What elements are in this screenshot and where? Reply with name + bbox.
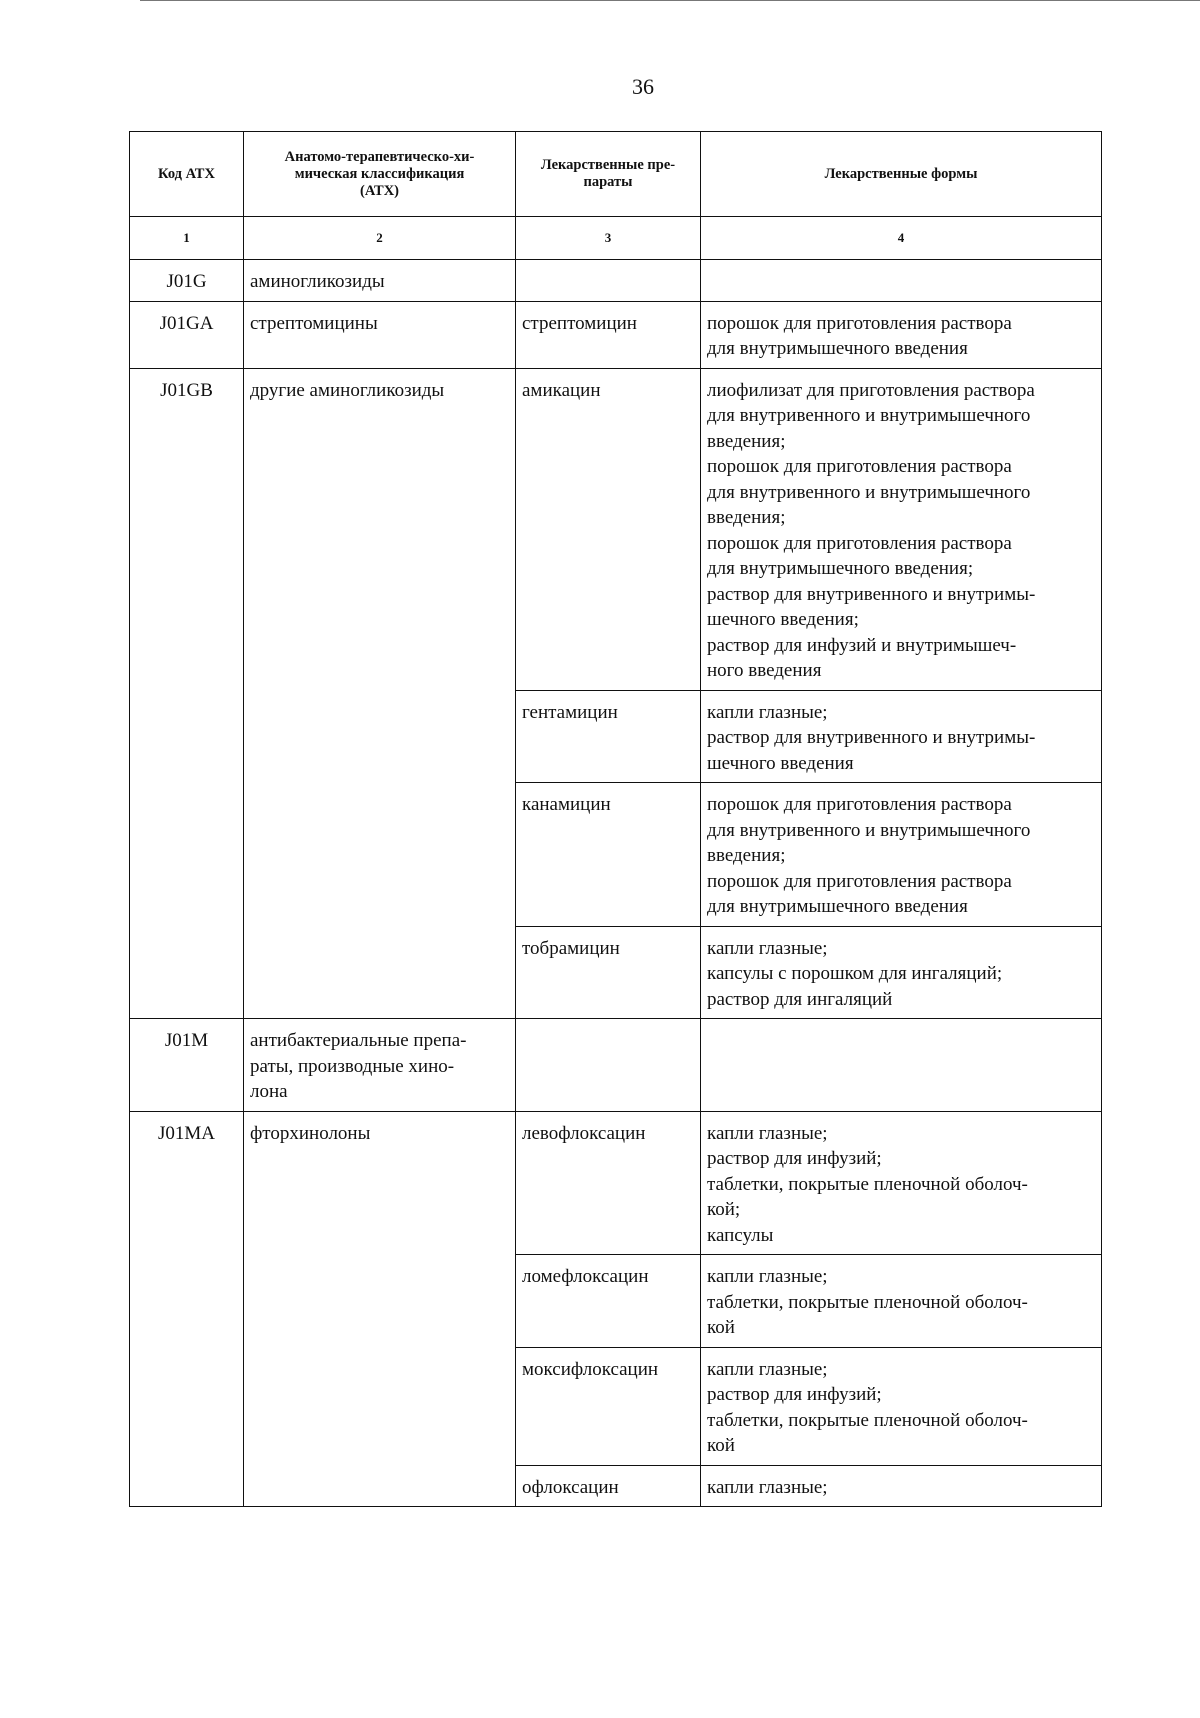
- dosage-form-line: шечного введения: [707, 752, 854, 774]
- dosage-form-line: таблетки, покрытые пленочной оболоч-: [707, 1173, 1028, 1195]
- table-body: [130, 260, 1102, 1507]
- dosage-form-line: порошок для приготовления раствора: [707, 456, 1012, 477]
- drug-name: амикацин: [522, 379, 601, 401]
- drug-cell: [516, 368, 701, 690]
- dosage-form-line: капсулы с порошком для ингаляций;: [707, 963, 1003, 984]
- dosage-form-line: для внутримышечного введения;: [707, 558, 974, 579]
- table-row: [130, 301, 1102, 368]
- drug-cell: [516, 1347, 701, 1465]
- dosage-form-line: для внутривенного и внутримышечного: [707, 481, 1031, 503]
- dosage-forms: [707, 1348, 1095, 1465]
- dosage-form-line: для внутримышечного введения: [707, 338, 968, 359]
- table-row: [130, 260, 1102, 302]
- dosage-form-line: капли глазные;: [707, 937, 828, 959]
- atx-code-cell: [130, 1111, 244, 1507]
- drug-name: [522, 260, 694, 275]
- dosage-forms: [707, 783, 1095, 926]
- atx-classification: [250, 302, 509, 343]
- header-text-line: Лекарственные формы: [824, 165, 978, 182]
- classification-line: раты, производные хино-: [250, 1055, 455, 1077]
- atx-code: J01M: [164, 1030, 209, 1051]
- dosage-form-line: порошок для приготовления раствора: [707, 870, 1012, 892]
- column-number: 4: [701, 217, 1102, 260]
- drug-cell: [516, 926, 701, 1019]
- atx-classification: [250, 1019, 509, 1111]
- dosage-form-line: таблетки, покрытые пленочной оболоч-: [707, 1409, 1028, 1431]
- table-header: [130, 132, 1102, 260]
- column-number: 2: [244, 217, 516, 260]
- classification-line: стрептомицины: [250, 312, 378, 334]
- dosage-forms-cell: [701, 690, 1102, 783]
- dosage-forms-cell: [701, 1347, 1102, 1465]
- dosage-forms-cell: [701, 1111, 1102, 1255]
- dosage-forms-cell: [701, 368, 1102, 690]
- header-row: [130, 132, 1102, 217]
- drug-name: канамицин: [522, 794, 611, 815]
- drug-cell: [516, 1255, 701, 1348]
- dosage-forms: [707, 1466, 1095, 1507]
- dosage-forms: [707, 1019, 1095, 1060]
- dosage-form-line: для внутривенного и внутримышечного: [707, 819, 1031, 841]
- atx-classification: [250, 1112, 509, 1153]
- dosage-form-line: капли глазные;: [707, 701, 828, 723]
- dosage-form-line: порошок для приготовления раствора: [707, 312, 1012, 334]
- dosage-form-line: введения;: [707, 430, 786, 452]
- classification-line: лона: [250, 1081, 288, 1102]
- dosage-form-line: капли глазные;: [707, 1266, 828, 1287]
- dosage-form-line: шечного введения;: [707, 609, 859, 630]
- header-atx-code: [130, 132, 244, 217]
- atx-code-cell: [130, 301, 244, 368]
- classification-line: фторхинолоны: [250, 1122, 371, 1144]
- dosage-forms-cell: [701, 1255, 1102, 1348]
- drug-cell: [516, 260, 701, 302]
- drug-cell: [516, 1465, 701, 1507]
- drug-cell: [516, 301, 701, 368]
- dosage-forms-cell: [701, 301, 1102, 368]
- drug-name: офлоксацин: [522, 1476, 619, 1498]
- dosage-form-line: таблетки, покрытые пленочной оболоч-: [707, 1291, 1028, 1313]
- atx-code: J01G: [166, 271, 207, 292]
- drug-cell: [516, 690, 701, 783]
- header-text-line: Код АТХ: [158, 165, 215, 182]
- atx-classification-cell: [244, 1111, 516, 1507]
- dosage-forms: [707, 927, 1095, 1019]
- header-text-line: Лекарственные пре-: [540, 157, 676, 173]
- dosage-forms: [707, 369, 1095, 690]
- dosage-forms-cell: [701, 926, 1102, 1019]
- dosage-form-line: введения;: [707, 507, 786, 528]
- atx-code: J01GB: [160, 379, 213, 401]
- atx-code-cell: [130, 260, 244, 302]
- dosage-form-line: кой: [707, 1435, 735, 1456]
- header-text-line: (АТХ): [360, 182, 399, 199]
- dosage-form-line: введения;: [707, 845, 786, 866]
- dosage-form-line: раствор для инфузий;: [707, 1384, 882, 1405]
- dosage-form-line: порошок для приготовления раствора: [707, 794, 1012, 815]
- dosage-forms: [707, 1255, 1095, 1347]
- dosage-forms: [707, 302, 1095, 368]
- drug-name: тобрамицин: [522, 937, 620, 959]
- dosage-forms: [707, 1112, 1095, 1255]
- drug-cell: [516, 783, 701, 927]
- table-row: [130, 1019, 1102, 1112]
- classification-line: антибактериальные препа-: [250, 1030, 467, 1051]
- atx-code-cell: [130, 368, 244, 1019]
- drug-cell: [516, 1019, 701, 1112]
- header-atx-classification: [244, 132, 516, 217]
- atx-classification-table: [129, 131, 1102, 1507]
- header-drugs: [516, 132, 701, 217]
- dosage-form-line: раствор для инфузий;: [707, 1148, 882, 1169]
- dosage-forms: [707, 260, 1095, 301]
- dosage-forms-cell: [701, 1019, 1102, 1112]
- table-row: [130, 368, 1102, 690]
- atx-classification: [250, 369, 509, 410]
- atx-code: J01MA: [157, 1122, 215, 1144]
- atx-classification: [250, 260, 509, 301]
- dosage-form-line: раствор для внутривенного и внутримы-: [707, 727, 1036, 748]
- dosage-forms: [707, 691, 1095, 783]
- drug-name: стрептомицин: [522, 312, 637, 334]
- dosage-form-line: лиофилизат для приготовления раствора: [707, 379, 1035, 401]
- atx-code-cell: [130, 1019, 244, 1112]
- drug-name: ломефлоксацин: [522, 1266, 649, 1287]
- drug-name: левофлоксацин: [522, 1122, 646, 1144]
- dosage-forms-cell: [701, 783, 1102, 927]
- atx-classification-cell: [244, 260, 516, 302]
- drug-name: [522, 1019, 694, 1034]
- header-text-line: параты: [583, 174, 633, 190]
- atx-classification-cell: [244, 1019, 516, 1112]
- dosage-form-line: раствор для ингаляций: [707, 988, 893, 1010]
- drug-cell: [516, 1111, 701, 1255]
- column-number-row: [130, 217, 1102, 260]
- dosage-forms-cell: [701, 1465, 1102, 1507]
- top-rule: [140, 0, 1200, 1]
- header-dosage-forms: [701, 132, 1102, 217]
- page-number: 36: [632, 74, 654, 99]
- dosage-form-line: раствор для внутривенного и внутримы-: [707, 583, 1036, 605]
- classification-line: аминогликозиды: [250, 271, 385, 292]
- column-number: 1: [130, 217, 244, 260]
- classification-line: другие аминогликозиды: [250, 379, 445, 401]
- dosage-form-line: порошок для приготовления раствора: [707, 532, 1012, 554]
- dosage-form-line: капсулы: [707, 1224, 774, 1246]
- drug-name: моксифлоксацин: [522, 1358, 659, 1380]
- dosage-form-line: кой;: [707, 1199, 741, 1220]
- dosage-form-line: для внутривенного и внутримышечного: [707, 405, 1031, 426]
- drug-name: гентамицин: [522, 701, 618, 723]
- atx-classification-cell: [244, 368, 516, 1019]
- dosage-form-line: ного введения: [707, 660, 822, 681]
- dosage-form-line: кой: [707, 1317, 735, 1338]
- dosage-form-line: раствор для инфузий и внутримышеч-: [707, 634, 1017, 656]
- dosage-form-line: капли глазные;: [707, 1358, 828, 1380]
- dosage-form-line: капли глазные;: [707, 1122, 828, 1144]
- dosage-form-line: капли глазные;: [707, 1476, 828, 1498]
- atx-code: J01GA: [159, 312, 214, 334]
- table-row: [130, 1111, 1102, 1255]
- column-number: 3: [516, 217, 701, 260]
- dosage-forms-cell: [701, 260, 1102, 302]
- atx-classification-cell: [244, 301, 516, 368]
- header-text-line: мическая классификация: [294, 165, 465, 182]
- header-text-line: Анатомо-терапевтическо-хи-: [284, 148, 475, 165]
- dosage-form-line: для внутримышечного введения: [707, 896, 968, 917]
